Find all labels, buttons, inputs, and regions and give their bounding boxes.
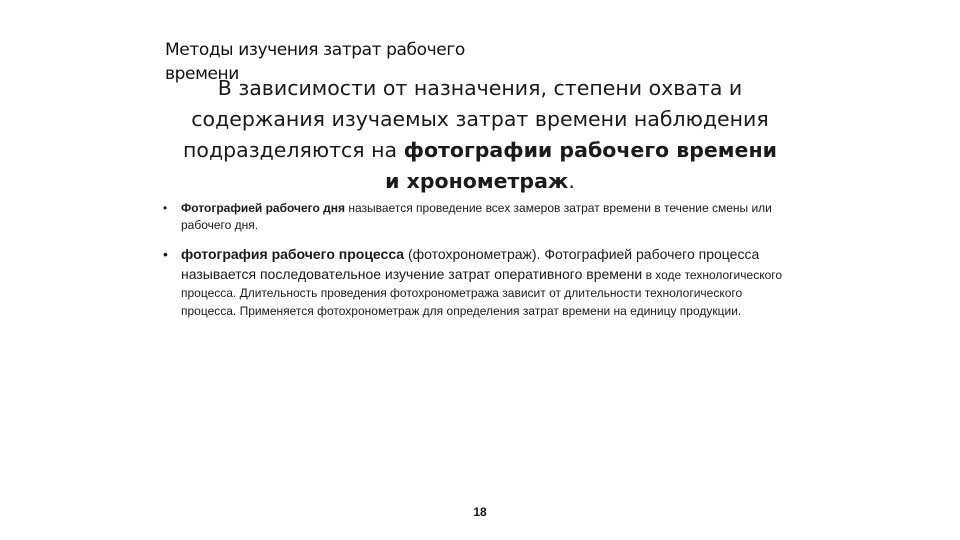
bullet-item-process-photo	[163, 244, 783, 320]
intro-bold-text: фотографии рабочего времени и хронометраж	[385, 138, 777, 193]
intro-period: .	[568, 169, 575, 193]
bullet-marker: •	[163, 246, 168, 262]
bullet-2-bold-term: фотография рабочего процесса	[181, 246, 405, 262]
slide-title-line-2: времени	[165, 64, 239, 84]
intro-text: В зависимости от назначения, степени охвата и содержания изучаемых затрат времени наблюдения подразделяются на	[183, 76, 769, 162]
bullet-list	[163, 200, 783, 320]
slide-title-line-1: Методы изучения затрат рабочего	[165, 40, 465, 60]
bullet-1-bold-term: Фотографией рабочего дня	[181, 201, 346, 215]
bullet-2-text-large: (фотохронометраж). Фотографией рабочего процесса называется последовательное изучение затрат оперативного времени	[181, 246, 760, 282]
bullet-marker: •	[163, 201, 168, 215]
bullet-item-workday-photo	[163, 200, 783, 234]
page-number: 18	[473, 505, 487, 519]
bullet-2-text-small: в ходе технологического процесса. Длительность проведения фотохронометража зависит от длительности технологического процесса. Применяется фотохронометраж для определения затрат времени на единицу продукции.	[181, 268, 783, 318]
bullet-1-text: называется проведение всех замеров затрат времени в течение смены или рабочего дня.	[181, 201, 772, 232]
intro-paragraph	[180, 73, 780, 197]
